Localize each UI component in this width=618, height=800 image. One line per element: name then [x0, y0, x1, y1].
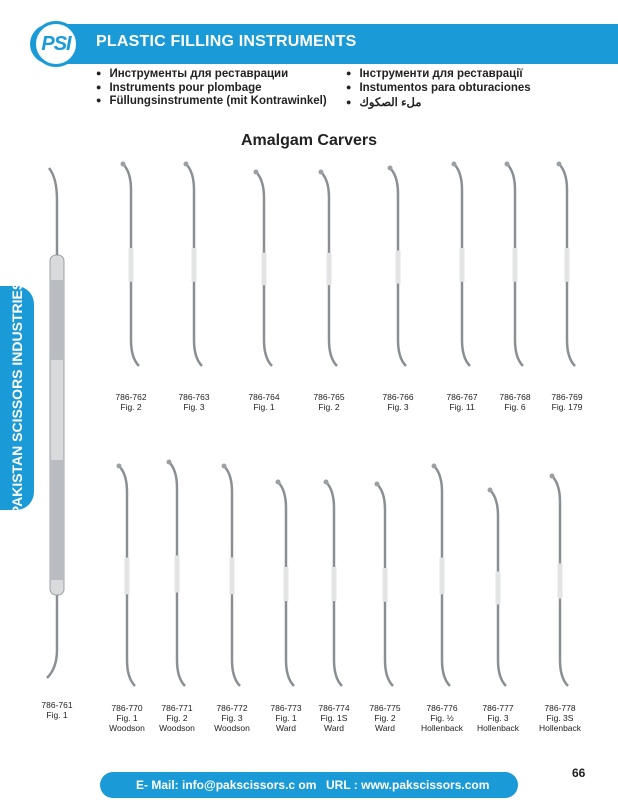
instrument-fig: Fig. 6: [504, 402, 526, 412]
instrument-pattern-name: Ward: [323, 723, 344, 733]
instrument-code: 786-762: [115, 392, 147, 402]
instrument-code: 786-771: [161, 703, 193, 713]
instrument-code: 786-764: [248, 392, 280, 402]
company-logo: PSI: [33, 21, 79, 67]
instrument-pattern-name: Hollenback: [476, 723, 520, 733]
instrument-illustration: [500, 160, 530, 370]
instrument-fig: Fig. ½: [430, 713, 454, 723]
instrument-pattern-name: Woodson: [159, 723, 195, 733]
instrument-caption: [41, 700, 72, 720]
instrument-caption: [159, 703, 195, 733]
instrument-pattern-name: Ward: [374, 723, 395, 733]
instrument-code: 786-763: [178, 392, 210, 402]
instrument-pattern-name: Woodson: [214, 723, 250, 733]
instrument-caption: [477, 703, 519, 733]
language-item: ● Füllungsinstrumente (mit Kontrawinkel): [96, 95, 327, 109]
instrument-fig: Fig. 3: [221, 713, 243, 723]
instrument-caption: [178, 392, 209, 412]
side-label: PAKISTAN SCISSORS INDUSTRIES: [9, 280, 25, 516]
instrument-illustration: [37, 160, 77, 690]
language-item: ● Instumentos para obturaciones: [346, 82, 531, 96]
instrument-fig: Fig. 2: [374, 713, 396, 723]
footer-bar: [100, 772, 518, 798]
instrument-fig: Fig. 2: [120, 402, 142, 412]
instrument-code: 786-778: [544, 703, 576, 713]
instrument-code: 786-774: [318, 703, 350, 713]
instrument-fig: Fig. 1S: [320, 713, 348, 723]
language-item: ● Инструменты для реставрации: [96, 68, 327, 82]
instrument-fig: Fig. 1: [46, 710, 68, 720]
instrument-caption: [551, 392, 582, 412]
instrument-fig: Fig. 3: [487, 713, 509, 723]
instrument-illustration: [271, 478, 301, 690]
instrument-code: 786-768: [499, 392, 531, 402]
instrument-caption: [446, 392, 477, 412]
instrument-fig: Fig. 1: [116, 713, 138, 723]
instrument-fig: Fig. 3: [387, 402, 409, 412]
instrument-illustration: [545, 472, 575, 690]
instrument-pattern-name: Ward: [275, 723, 296, 733]
language-item: ● ملء الصكوك: [346, 95, 531, 109]
instrument-code: 786-776: [426, 703, 458, 713]
instrument-illustration: [370, 480, 400, 690]
instrument-caption: [109, 703, 145, 733]
instrument-code: 786-767: [446, 392, 478, 402]
instrument-fig: Fig. 1: [253, 402, 275, 412]
instrument-illustration: [314, 168, 344, 370]
instrument-fig: Fig. 2: [318, 402, 340, 412]
instrument-illustration: [483, 486, 513, 690]
instrument-fig: Fig. 3S: [546, 713, 574, 723]
instrument-fig: Fig. 179: [551, 402, 583, 412]
section-title: Amalgam Carvers: [240, 132, 378, 149]
language-item: ● Інструменти для реставрації: [346, 68, 531, 82]
instrument-code: 786-761: [41, 700, 73, 710]
instrument-caption: [421, 703, 463, 733]
instrument-caption: [313, 392, 344, 412]
instrument-caption: [382, 392, 413, 412]
instrument-caption: [115, 392, 146, 412]
instrument-illustration: [162, 458, 192, 690]
instrument-code: 786-765: [313, 392, 345, 402]
instrument-pattern-name: Hollenback: [420, 723, 464, 733]
instrument-fig: Fig. 3: [183, 402, 205, 412]
instrument-caption: [248, 392, 279, 412]
instrument-caption: [539, 703, 581, 733]
instrument-illustration: [217, 462, 247, 690]
instrument-illustration: [427, 462, 457, 690]
page-number: 66: [572, 766, 586, 780]
instrument-code: 786-773: [270, 703, 302, 713]
instrument-illustration: [179, 160, 209, 370]
language-item: ● Instruments pour plombage: [96, 82, 327, 96]
instrument-illustration: [116, 160, 146, 370]
page-title: PLASTIC FILLING INSTRUMENTS: [96, 33, 357, 50]
instrument-illustration: [112, 462, 142, 690]
instrument-code: 786-777: [482, 703, 514, 713]
instrument-caption: [214, 703, 250, 733]
instrument-code: 786-775: [369, 703, 401, 713]
instrument-pattern-name: Hollenback: [538, 723, 582, 733]
instrument-caption: [369, 703, 400, 733]
instrument-illustration: [447, 160, 477, 370]
instrument-illustration: [383, 164, 413, 370]
instrument-fig: Fig. 1: [275, 713, 297, 723]
instrument-illustration: [552, 160, 582, 370]
instrument-illustration: [249, 168, 279, 370]
instrument-code: 786-772: [216, 703, 248, 713]
instrument-pattern-name: Woodson: [109, 723, 145, 733]
footer-email[interactable]: E- Mail: info@pakscissors.c om: [136, 778, 317, 792]
instrument-code: 786-766: [382, 392, 414, 402]
language-list-right: [346, 68, 531, 109]
instrument-code: 786-769: [551, 392, 583, 402]
instrument-illustration: [319, 478, 349, 690]
instrument-caption: [318, 703, 349, 733]
footer-url[interactable]: URL : www.pakscissors.com: [326, 778, 490, 792]
instrument-caption: [270, 703, 301, 733]
instrument-code: 786-770: [111, 703, 143, 713]
instrument-caption: [499, 392, 530, 412]
instrument-fig: Fig. 2: [166, 713, 188, 723]
language-list-left: [96, 68, 327, 109]
instrument-fig: Fig. 11: [449, 402, 475, 412]
